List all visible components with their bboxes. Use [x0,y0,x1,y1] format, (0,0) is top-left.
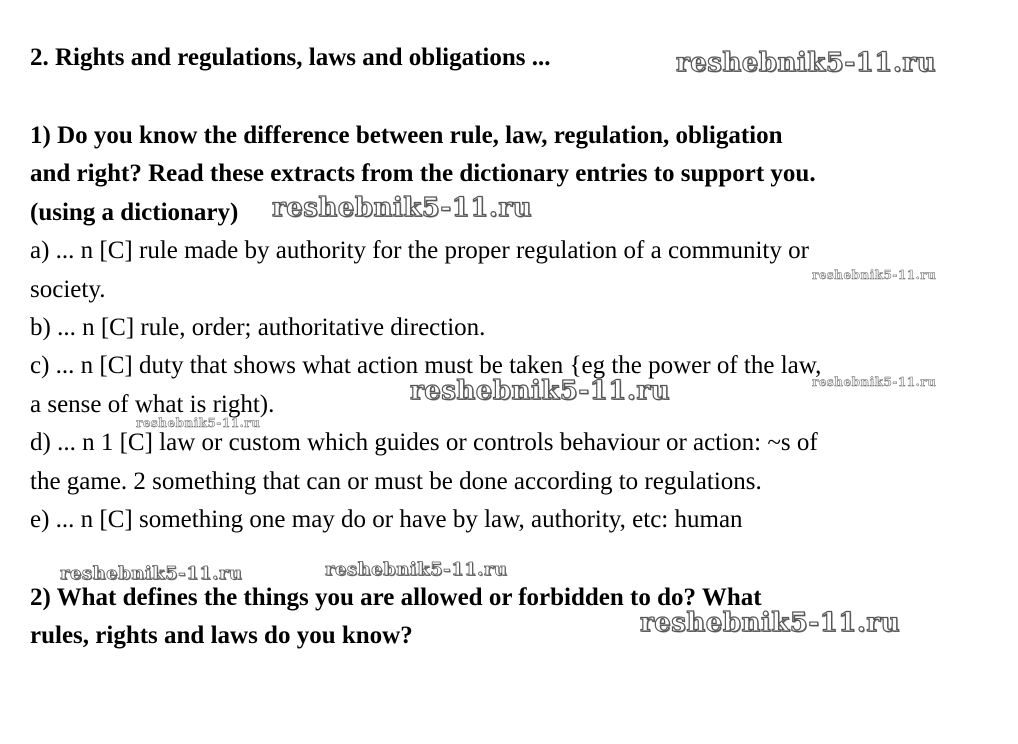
watermark: reshebnik5-11.ru [272,193,533,223]
watermark: reshebnik5-11.ru [640,608,901,638]
task1-line-3: (using a dictionary) [30,199,239,226]
definition-c-line-2: a sense of what is right). [30,391,275,418]
watermark: reshebnik5-11.ru [136,416,261,430]
definition-c-line-1: c) ... n [C] duty that shows what action must be taken {eg the power of the law, [30,352,822,379]
task1-line-1: 1) Do you know the difference between rule, law, regulation, obligation [30,122,783,149]
task2-line-1: 2) What defines the things you are allowed or forbidden to do? What [30,584,762,611]
definition-a-line-1: a) ... n [C] rule made by authority for the proper regulation of a community or [30,237,809,264]
definition-a-line-2: society. [30,276,106,303]
watermark: reshebnik5-11.ru [325,559,508,580]
task2-line-2: rules, rights and laws do you know? [30,622,413,649]
watermark: reshebnik5-11.ru [676,48,937,78]
section-heading: 2. Rights and regulations, laws and obligations ... [30,44,551,71]
task1-line-2: and right? Read these extracts from the dictionary entries to support you. [30,160,816,187]
definition-b: b) ... n [C] rule, order; authoritative direction. [30,314,486,341]
watermark: reshebnik5-11.ru [410,376,671,406]
definition-d-line-1: d) ... n 1 [C] law or custom which guides or controls behaviour or action: ~s of [30,429,818,456]
watermark: reshebnik5-11.ru [812,375,937,389]
definition-e: e) ... n [C] something one may do or have by law, authority, etc: human [30,506,743,533]
definition-d-line-2: the game. 2 something that can or must be done according to regulations. [30,468,762,495]
watermark: reshebnik5-11.ru [60,563,243,584]
watermark: reshebnik5-11.ru [812,268,937,282]
